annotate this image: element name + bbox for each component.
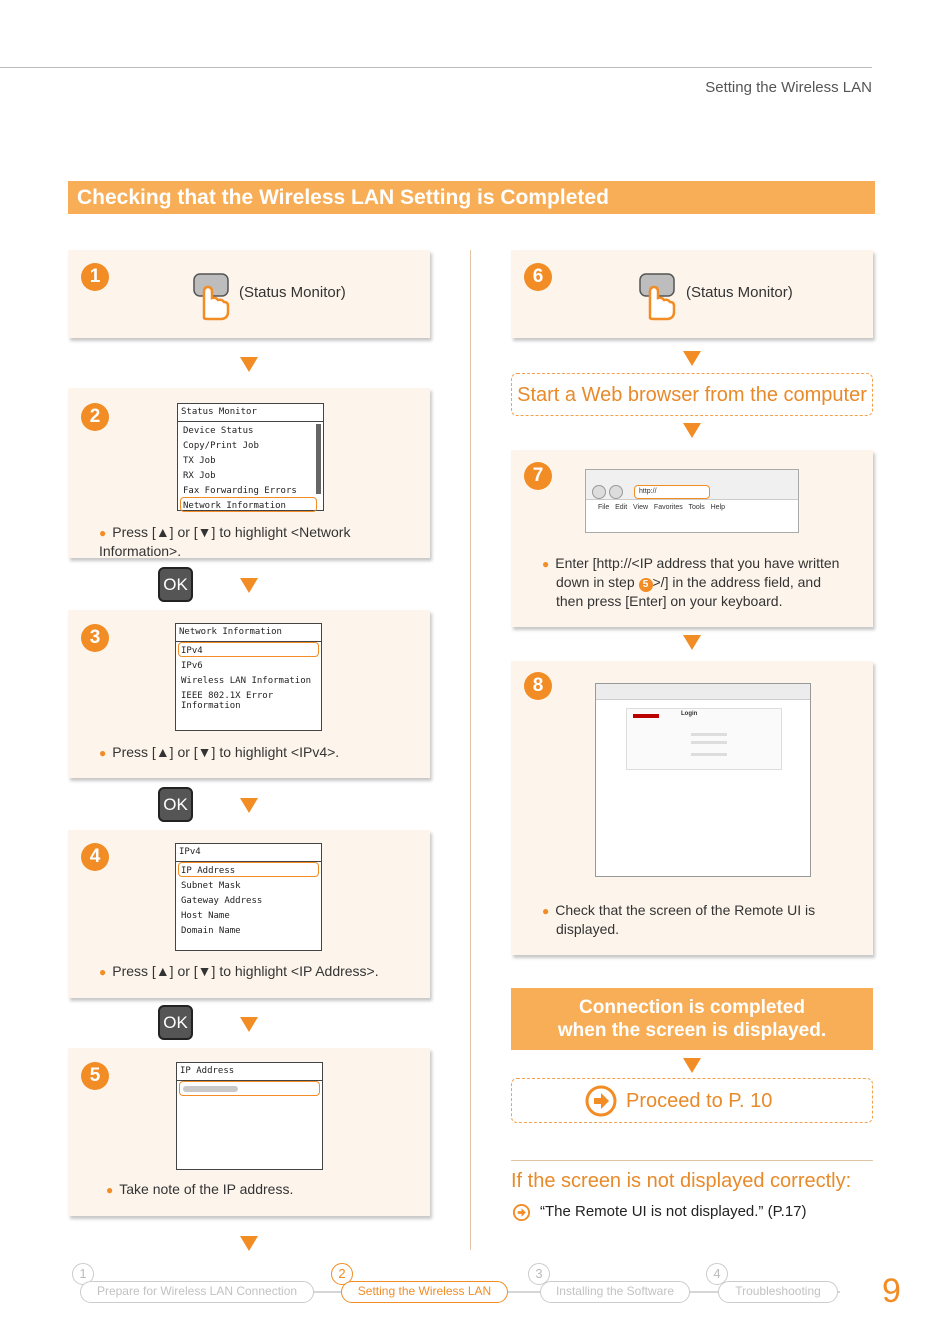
browser-menu-bar xyxy=(598,504,725,511)
step-1-card xyxy=(68,250,430,338)
page-number: 9 xyxy=(882,1272,901,1310)
back-icon xyxy=(592,485,606,499)
browser-window xyxy=(585,469,799,533)
lcd-screen xyxy=(177,403,324,511)
progress-step-number: 4 xyxy=(706,1263,728,1285)
column-divider xyxy=(470,250,471,1250)
lcd-screen xyxy=(175,623,322,731)
browser-toolbar xyxy=(596,684,810,700)
login-panel xyxy=(626,708,782,770)
selection-highlight xyxy=(178,642,319,657)
step-8-card xyxy=(511,661,873,955)
status-monitor-key-icon xyxy=(192,270,232,322)
lcd-item: Subnet Mask xyxy=(181,881,241,891)
lcd-item: Wireless LAN Information xyxy=(181,676,312,686)
step-note: ● Take note of the IP address. xyxy=(106,1181,294,1197)
down-arrow xyxy=(240,1017,258,1032)
step-6-card xyxy=(511,250,873,338)
ok-button: OK xyxy=(158,1005,193,1040)
down-arrow xyxy=(240,798,258,813)
lcd-item: Host Name xyxy=(181,911,230,921)
status-monitor-key-icon xyxy=(638,270,678,322)
step-number: 4 xyxy=(81,843,109,871)
lcd-item: Device Status xyxy=(183,426,254,436)
step-number: 1 xyxy=(81,263,109,291)
down-arrow xyxy=(240,578,258,593)
down-arrow xyxy=(240,1236,258,1251)
selection-highlight xyxy=(180,497,317,512)
lcd-item-selected: IPv4 xyxy=(181,646,203,656)
progress-step-label: Installing the Software xyxy=(540,1281,690,1303)
proceed-link[interactable]: Proceed to P. 10 xyxy=(626,1090,773,1112)
step-number: 8 xyxy=(524,672,552,700)
blurred-ip-address xyxy=(183,1086,238,1092)
lcd-title: Status Monitor xyxy=(178,404,323,422)
progress-step-number: 3 xyxy=(528,1263,550,1285)
login-field xyxy=(691,741,727,744)
lcd-item: Gateway Address xyxy=(181,896,263,906)
lcd-scrollbar xyxy=(316,424,321,494)
lcd-item: IPv6 xyxy=(181,661,203,671)
completed-line-2: when the screen is displayed. xyxy=(557,1020,827,1041)
step-number: 7 xyxy=(524,462,552,490)
step-number: 2 xyxy=(81,403,109,431)
down-arrow xyxy=(240,357,258,372)
connection-completed-box xyxy=(511,988,873,1050)
step-7-card xyxy=(511,450,873,627)
top-rule xyxy=(0,67,872,68)
help-link[interactable]: “The Remote UI is not displayed.” (P.17) xyxy=(540,1203,807,1220)
remote-ui-screenshot xyxy=(595,683,811,877)
address-field: http:// xyxy=(634,485,710,499)
completed-line-1: Connection is completed xyxy=(579,997,805,1018)
menu-edit: Edit xyxy=(615,504,628,511)
step-3-card xyxy=(68,610,430,778)
help-rule xyxy=(511,1160,873,1161)
step-note: ● Enter [http://<IP address that you have written down in step 5 >/] in the address field, and then press [Enter] on your keyboard. xyxy=(542,555,840,609)
proceed-box[interactable] xyxy=(511,1078,873,1123)
lcd-item: RX Job xyxy=(183,471,216,481)
progress-step-label: Prepare for Wireless LAN Connection xyxy=(80,1281,314,1303)
step-note: ● Press [▲] or [▼] to highlight <IPv4>. xyxy=(99,744,340,760)
lcd-title: IP Address xyxy=(177,1063,322,1081)
lcd-item-selected: IP Address xyxy=(181,866,236,876)
step-number: 5 xyxy=(81,1062,109,1090)
down-arrow xyxy=(683,1058,701,1073)
step-note: ● Check that the screen of the Remote UI is displayed. xyxy=(542,902,816,937)
canon-logo xyxy=(633,714,659,718)
step-2-card xyxy=(68,388,430,558)
ok-button: OK xyxy=(158,567,193,602)
lcd-title: IPv4 xyxy=(176,844,321,862)
section-banner xyxy=(68,181,875,214)
login-title: Login xyxy=(681,711,698,717)
down-arrow xyxy=(683,351,701,366)
ok-button: OK xyxy=(158,787,193,822)
lcd-screen xyxy=(175,843,322,951)
forward-icon xyxy=(609,485,623,499)
down-arrow xyxy=(683,635,701,650)
web-browser-instruction xyxy=(511,373,873,416)
section-title: Setting the Wireless LAN xyxy=(705,79,872,96)
banner-title: Checking that the Wireless LAN Setting is Completed xyxy=(77,186,609,209)
progress-step-number: 2 xyxy=(331,1263,353,1285)
progress-step-number: 1 xyxy=(72,1263,94,1285)
step-note: ● Press [▲] or [▼] to highlight <IP Address>. xyxy=(99,963,379,979)
menu-help: Help xyxy=(710,504,726,511)
login-field xyxy=(691,733,727,736)
arrow-right-circle-icon xyxy=(584,1084,618,1118)
step-5-card xyxy=(68,1048,430,1216)
login-field xyxy=(691,753,727,756)
step-number: 3 xyxy=(81,624,109,652)
selection-highlight xyxy=(178,862,319,877)
menu-view: View xyxy=(633,504,649,511)
arrow-right-circle-icon xyxy=(512,1203,531,1222)
lcd-item: IEEE 802.1X Error Information xyxy=(181,691,274,711)
step-4-card xyxy=(68,830,430,998)
lcd-item: Fax Forwarding Errors xyxy=(183,486,297,496)
lcd-title: Network Information xyxy=(176,624,321,642)
status-monitor-label: (Status Monitor) xyxy=(239,284,346,301)
step-ref-badge: 5 xyxy=(639,578,653,592)
menu-favorites: Favorites xyxy=(653,504,683,511)
menu-tools: Tools xyxy=(688,504,705,511)
lcd-item: Copy/Print Job xyxy=(183,441,259,451)
lcd-item: Domain Name xyxy=(181,926,241,936)
menu-file: File xyxy=(598,504,610,511)
step-number: 6 xyxy=(524,263,552,291)
lcd-item-selected: Network Information xyxy=(183,501,286,511)
lcd-item: TX Job xyxy=(183,456,216,466)
progress-step-label: Troubleshooting xyxy=(718,1281,838,1303)
down-arrow xyxy=(683,423,701,438)
help-title: If the screen is not displayed correctly: xyxy=(511,1170,852,1192)
progress-step-label: Setting the Wireless LAN xyxy=(341,1281,508,1303)
status-monitor-label: (Status Monitor) xyxy=(686,284,793,301)
step-note: ● Press [▲] or [▼] to highlight <Network Information>. xyxy=(99,524,351,559)
web-browser-text: Start a Web browser from the computer xyxy=(517,384,867,406)
lcd-screen xyxy=(176,1062,323,1170)
